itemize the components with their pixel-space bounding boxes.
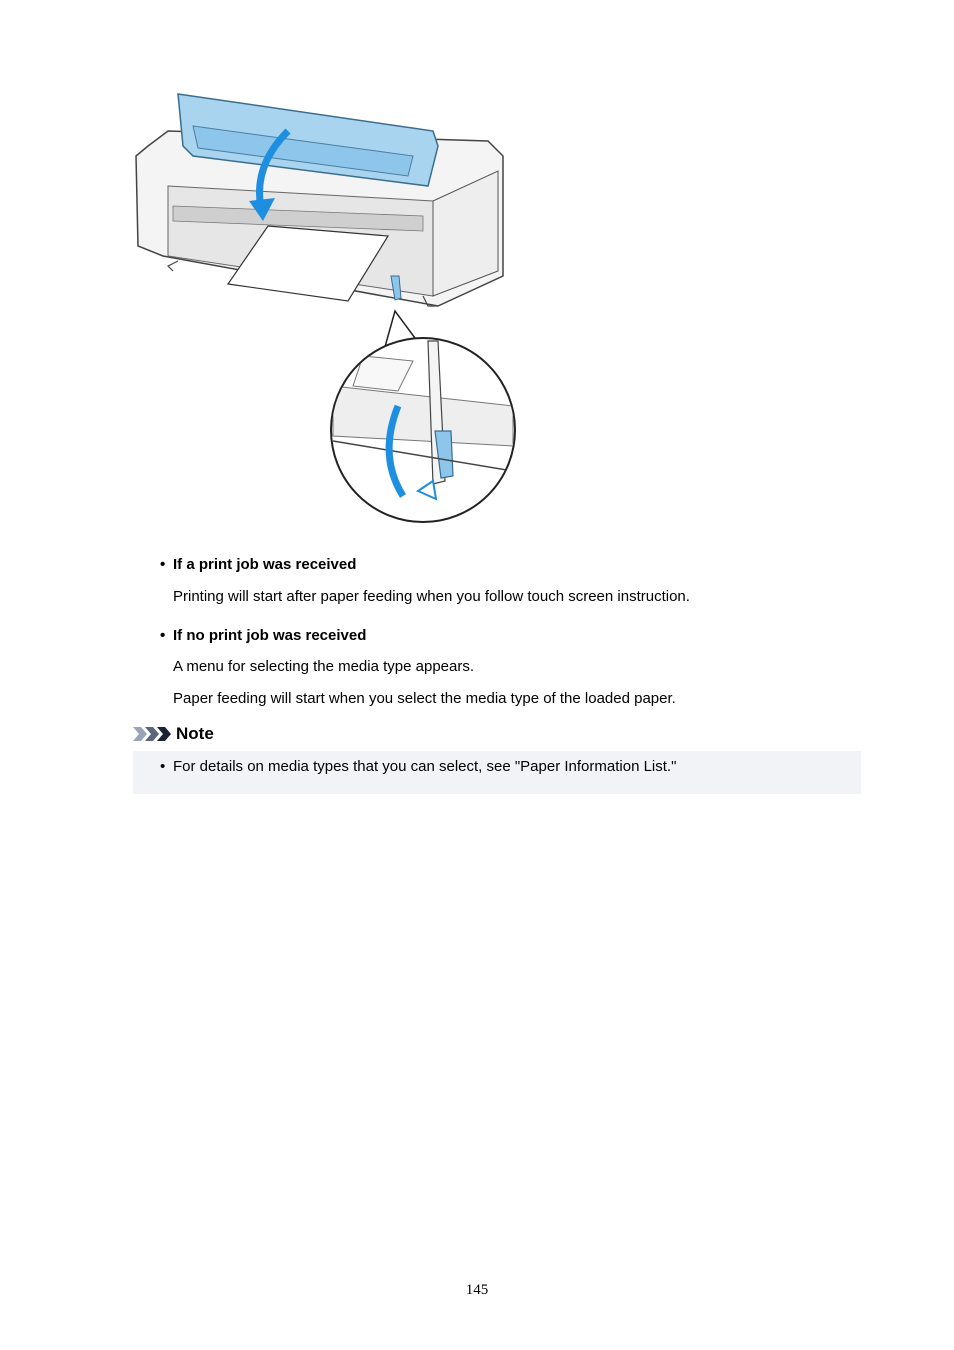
section-received-heading: If a print job was received: [173, 556, 357, 573]
section-not-received-text-1: A menu for selecting the media type appears.: [173, 658, 475, 675]
section-not-received: [160, 627, 366, 644]
note-item: [160, 758, 676, 775]
note-box: [133, 751, 861, 794]
note-title: Note: [176, 724, 214, 743]
section-received: [160, 556, 356, 573]
section-received-text: Printing will start after paper feeding when you follow touch screen instruction.: [173, 588, 690, 605]
printer-top-cover-illustration: [133, 86, 523, 528]
bullet-icon: •: [160, 758, 166, 775]
note-header: [133, 724, 214, 744]
section-not-received-text-2: Paper feeding will start when you select the media type of the loaded paper.: [173, 690, 676, 707]
bullet-icon: •: [160, 627, 166, 644]
note-chevrons-icon: [133, 725, 173, 743]
section-not-received-heading: If no print job was received: [173, 627, 367, 644]
note-item-text: For details on media types that you can select, see "Paper Information List.": [173, 758, 677, 775]
bullet-icon: •: [160, 556, 166, 573]
page-number: 145: [465, 1282, 489, 1298]
